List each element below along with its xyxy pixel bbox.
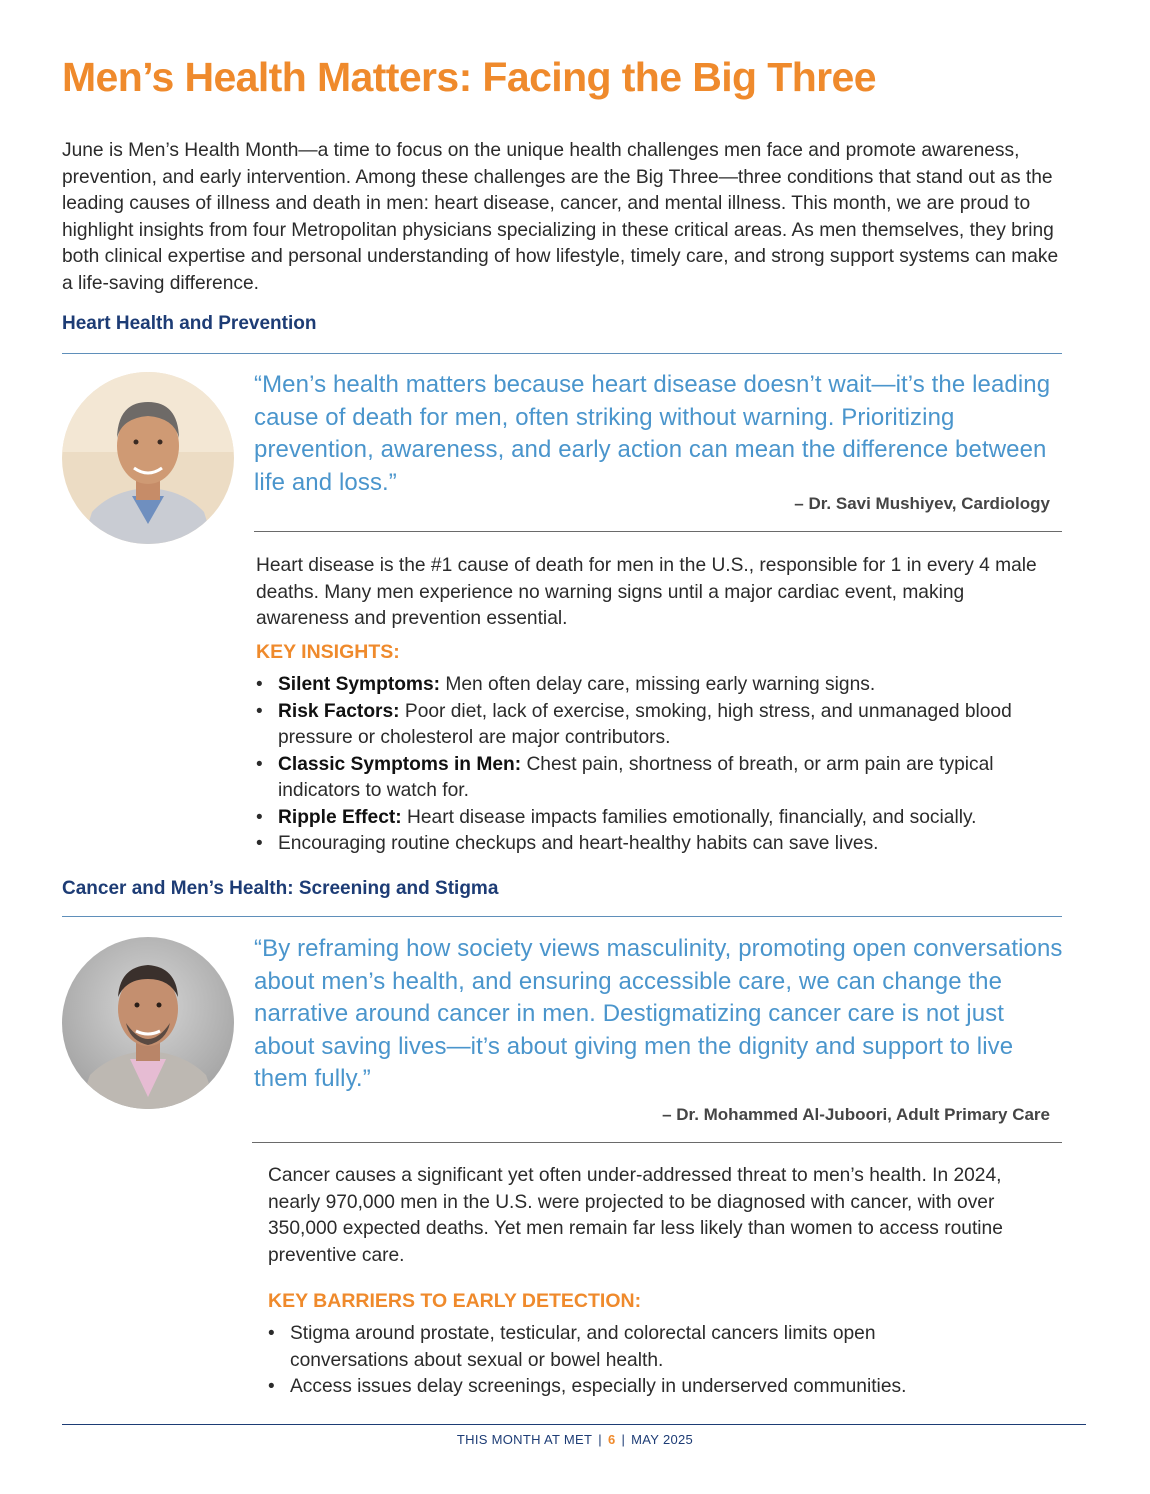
list-item: • Access issues delay screenings, especially in underserved communities. (268, 1374, 988, 1401)
cancer-heading-divider (62, 916, 1062, 917)
list-item: • Risk Factors: Poor diet, lack of exercise, smoking, high stress, and unmanaged blood pressure or cholesterol are major contributors. (256, 699, 1056, 752)
page-title: Men’s Health Matters: Facing the Big Three (62, 54, 876, 100)
heart-section-heading: Heart Health and Prevention (62, 313, 317, 334)
heart-quote: “Men’s health matters because heart disease doesn’t wait—it’s the leading cause of death for men, often striking without warning. Prioritizing prevention, awareness, and early action can mean the difference between life and loss.” (254, 371, 1051, 496)
page-number: 6 (607, 1432, 616, 1447)
key-insights-label: KEY INSIGHTS: (256, 641, 400, 663)
heart-heading-divider (62, 353, 1062, 354)
cancer-quote-divider (252, 1142, 1062, 1143)
list-item: • Ripple Effect: Heart disease impacts families emotionally, financially, and socially. (256, 805, 1056, 832)
cancer-quote-attribution: – Dr. Mohammed Al-Juboori, Adult Primary Care (662, 1105, 1050, 1124)
list-item: • Silent Symptoms: Men often delay care, missing early warning signs. (256, 672, 1056, 699)
page-footer: THIS MONTH AT MET | 6 | MAY 2025 (456, 1432, 694, 1447)
cancer-quote: “By reframing how society views masculinity, promoting open conversations about men’s health, and ensuring accessible care, we can change the narrative around cancer in men. Destigmatizing cancer care is not just about saving lives—it’s about giving men the dignity and support to live them fully.” (254, 935, 1063, 1092)
heart-body: Heart disease is the #1 cause of death for men in the U.S., responsible for 1 in every 4 male deaths. Many men experience no warning signs until a major cardiac event, making awareness and prevention essential. (256, 555, 1037, 629)
key-barriers-list (268, 1321, 988, 1401)
heart-quote-attribution: – Dr. Savi Mushiyev, Cardiology (794, 494, 1050, 513)
primary-care-physician-photo (62, 937, 234, 1109)
list-item: • Stigma around prostate, testicular, and colorectal cancers limits open conversations about sexual or bowel health. (268, 1321, 988, 1374)
cancer-body: Cancer causes a significant yet often under-addressed threat to men’s health. In 2024, nearly 970,000 men in the U.S. were projected to be diagnosed with cancer, with over 350,000 expected deaths. Yet men remain far less likely than women to access routine preventive care. (268, 1165, 1003, 1266)
cancer-section-heading: Cancer and Men’s Health: Screening and Stigma (62, 878, 499, 899)
list-item: • Classic Symptoms in Men: Chest pain, shortness of breath, or arm pain are typical indicators to watch for. (256, 752, 1056, 805)
cardiologist-photo (62, 372, 234, 544)
key-barriers-label: KEY BARRIERS TO EARLY DETECTION: (268, 1290, 642, 1312)
heart-quote-divider (254, 531, 1062, 532)
publication-name: THIS MONTH AT MET (456, 1432, 593, 1447)
key-insights-list (256, 672, 1056, 858)
footer-divider (62, 1424, 1086, 1425)
list-item: • Encouraging routine checkups and heart-healthy habits can save lives. (256, 831, 1056, 858)
issue-date: MAY 2025 (631, 1432, 694, 1447)
intro-paragraph: June is Men’s Health Month—a time to focus on the unique health challenges men face and promote awareness, prevention, and early intervention. Among these challenges are the Big Three—three conditions that stand out as the leading causes of illness and death in men: heart disease, cancer, and mental illness. This month, we are proud to highlight insights from four Metropolitan physicians specializing in these critical areas. As men themselves, they bring both clinical expertise and personal understanding of how lifestyle, timely care, and strong support systems can make a life-saving difference. (62, 140, 1059, 294)
